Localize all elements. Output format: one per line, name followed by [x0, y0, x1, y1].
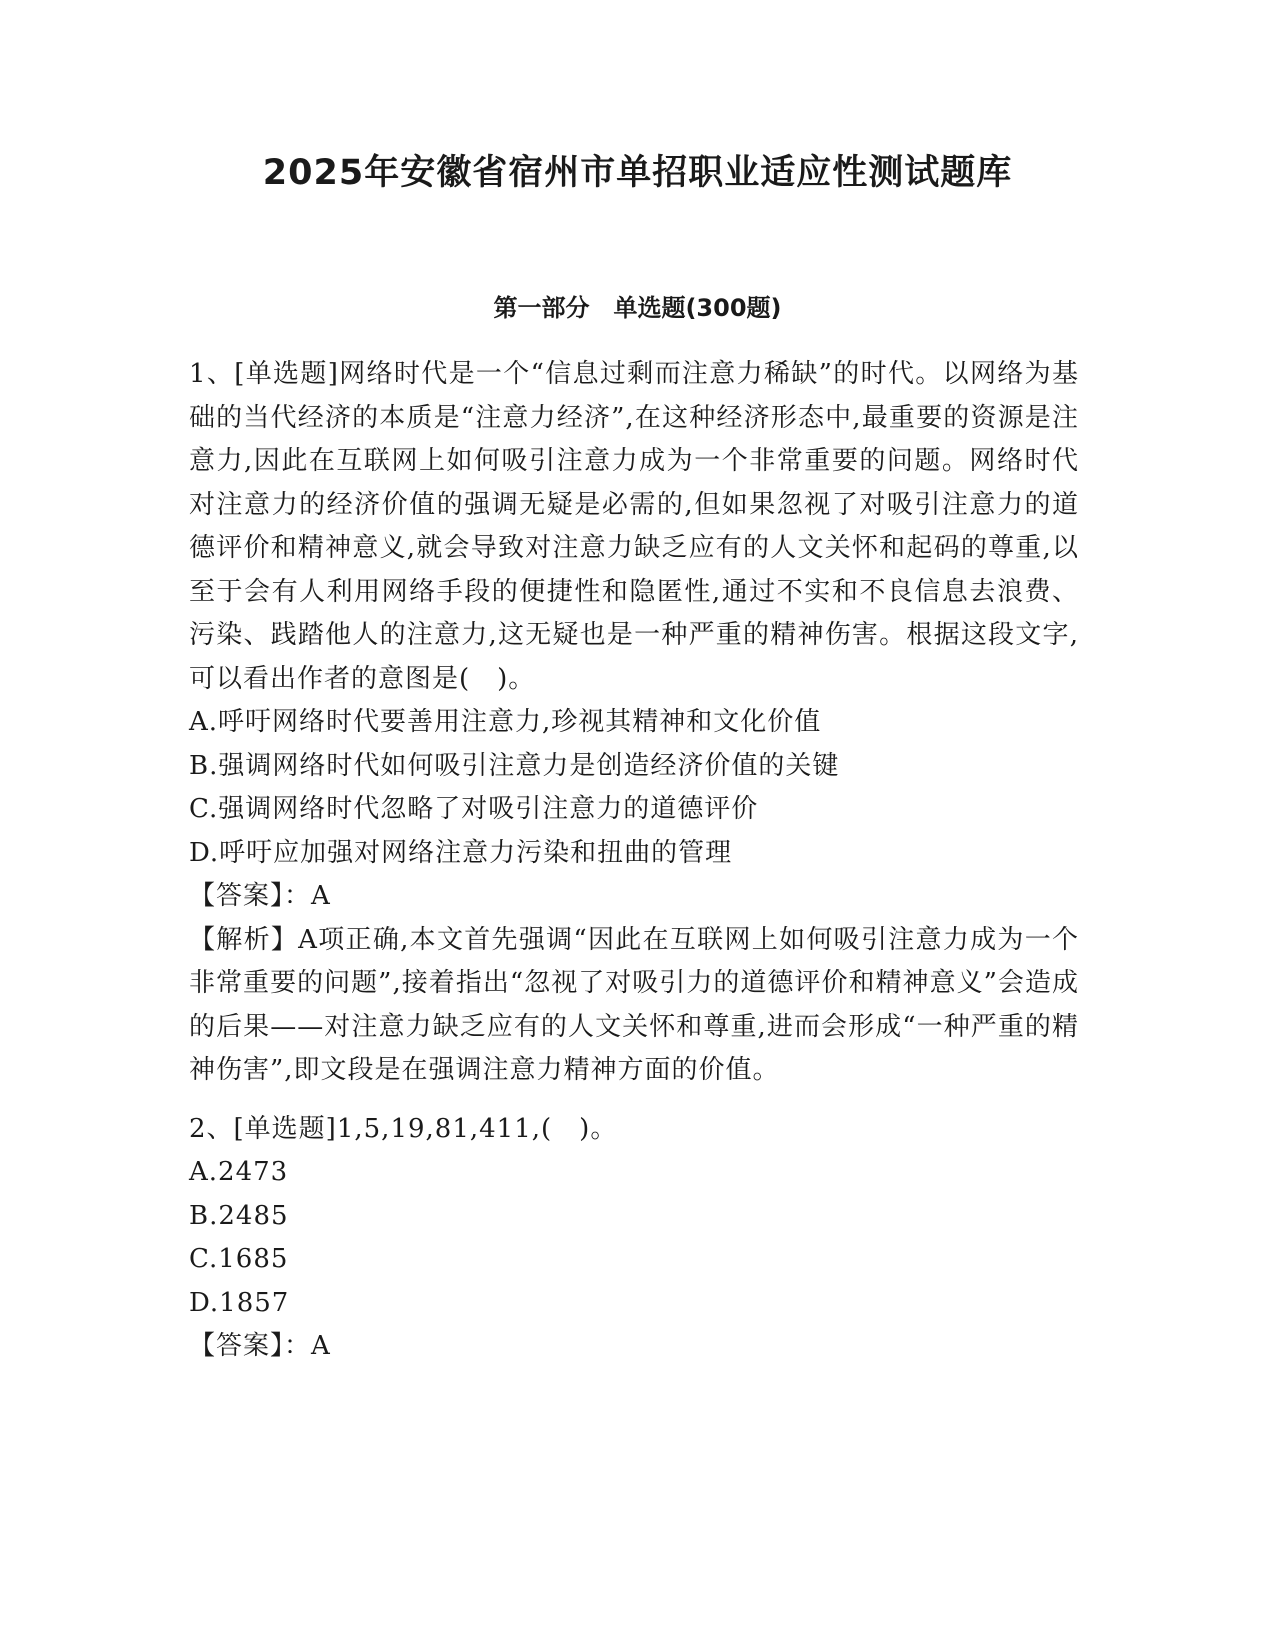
answer: 【答案】：A	[189, 1331, 331, 1361]
document-title: 2025年安徽省宿州市单招职业适应性测试题库	[262, 153, 1013, 193]
option-b: B.2485	[189, 1200, 289, 1231]
section-title: 第一部分 单选题(300题)	[493, 294, 782, 322]
option-c: C.1685	[189, 1244, 289, 1274]
question-stem: 2、[单选题]1,5,19,81,411,( )。	[189, 1113, 618, 1144]
analysis: 【解析】A项正确,本文首先强调“因此在互联网上如何吸引注意力成为一个非常重要的问题”,接着指出“忽视了对吸引力的道德评价和精神意义”会造成的后果——对注意力缺乏应有的人文关怀和尊重,进而会形成“一种严重的精神伤害”,即文段是在强调注意力精神方面的价值。	[189, 924, 1079, 1085]
question-1	[189, 353, 1079, 1093]
option-b: B.强调网络时代如何吸引注意力是创造经济价值的关键	[189, 750, 840, 781]
document-body	[189, 353, 1079, 1369]
option-d: D.呼吁应加强对网络注意力污染和扭曲的管理	[189, 837, 733, 868]
option-a: A.2473	[189, 1157, 289, 1187]
answer: 【答案】：A	[189, 881, 331, 911]
option-a: A.呼吁网络时代要善用注意力,珍视其精神和文化价值	[189, 707, 822, 737]
question-2	[189, 1108, 1079, 1369]
option-c: C.强调网络时代忽略了对吸引注意力的道德评价	[189, 794, 759, 824]
question-stem: 1、[单选题]网络时代是一个“信息过剩而注意力稀缺”的时代。以网络为基础的当代经济的本质是“注意力经济”,在这种经济形态中,最重要的资源是注意力,因此在互联网上如何吸引注意力成为一个非常重要的问题。网络时代对注意力的经济价值的强调无疑是必需的,但如果忽视了对吸引注意力的道德评价和精神意义,就会导致对注意力缺乏应有的人文关怀和起码的尊重,以至于会有人利用网络手段的便捷性和隐匿性,通过不实和不良信息去浪费、污染、践踏他人的注意力,这无疑也是一种严重的精神伤害。根据这段文字,可以看出作者的意图是( )。	[189, 359, 1079, 694]
option-d: D.1857	[189, 1287, 290, 1318]
